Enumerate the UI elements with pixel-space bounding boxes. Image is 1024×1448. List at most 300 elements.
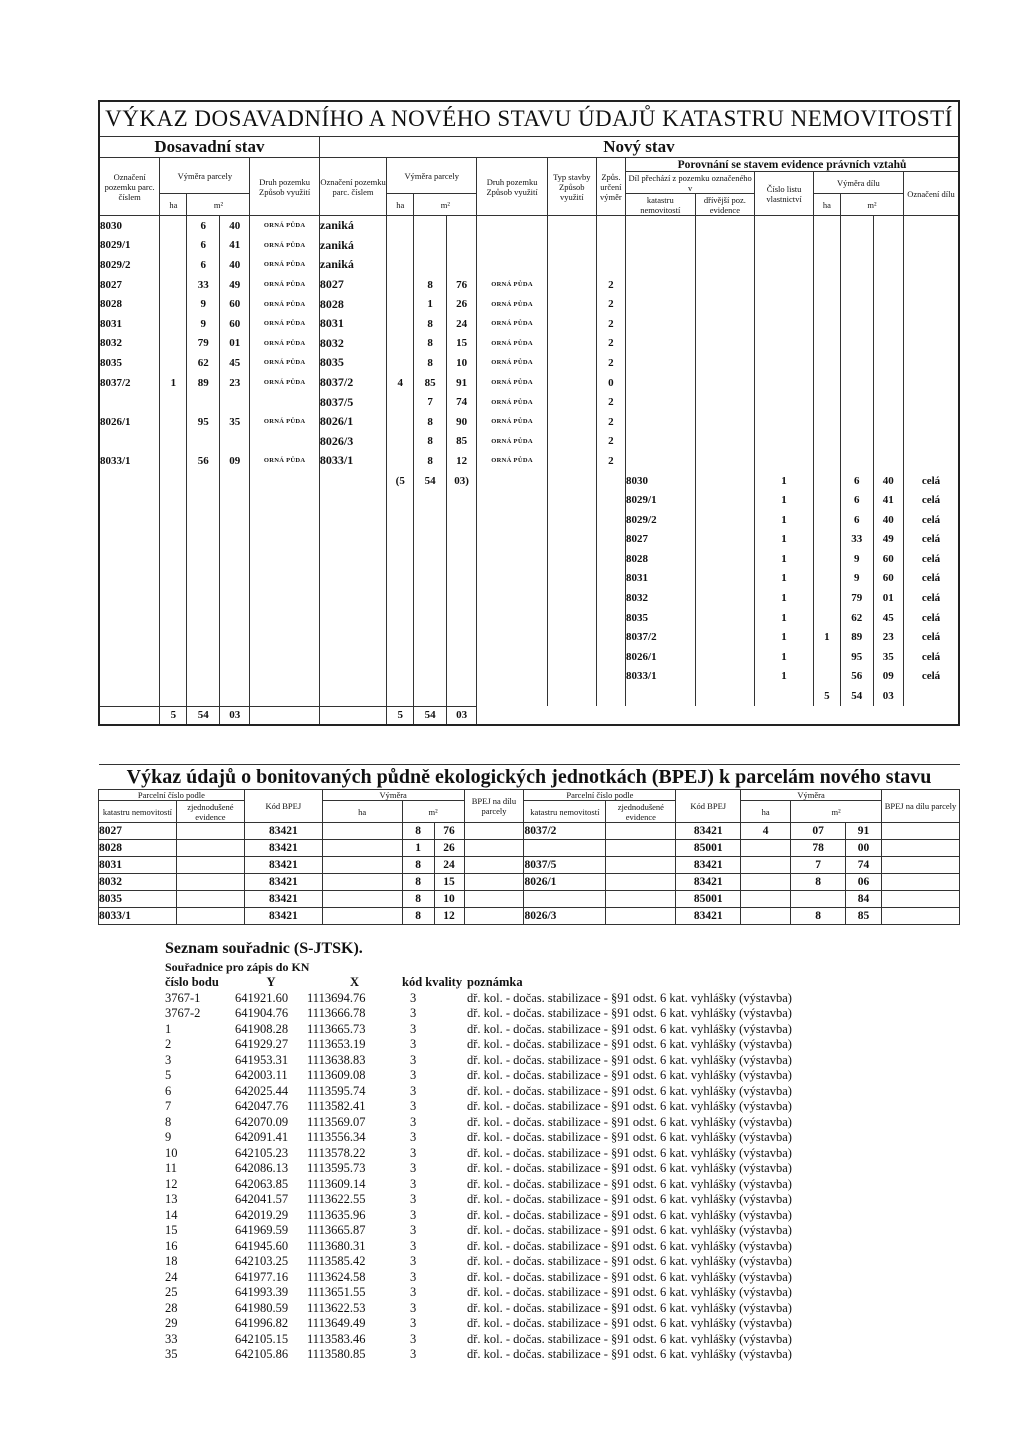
quality-code: 3 xyxy=(410,1037,417,1052)
old-m2b-cell: 60 xyxy=(220,294,250,314)
quality-code: 3 xyxy=(410,1052,417,1067)
point-note: dř. kol. - dočas. stabilizace - §91 odst. 6 kat. vyhlášky (výstavba) xyxy=(467,1269,792,1284)
empty-cell xyxy=(446,490,476,510)
new-parcel-cell: 8028 xyxy=(319,294,386,314)
comp-m2b-cell: 01 xyxy=(873,588,903,608)
new-m2a-cell: 85 xyxy=(414,373,447,393)
empty-cell xyxy=(250,686,319,706)
coord-x: 1113595.73 xyxy=(307,1161,366,1176)
empty-cell xyxy=(99,667,160,687)
old-parcel-cell: 8035 xyxy=(99,353,160,373)
comp-cadastre-cell: 8035 xyxy=(626,608,695,628)
empty-cell xyxy=(250,667,319,687)
quality-code: 3 xyxy=(410,1238,417,1253)
point-number: 16 xyxy=(165,1238,178,1253)
comp-m2b-cell: 49 xyxy=(873,530,903,550)
empty-cell xyxy=(626,432,695,452)
coord-x: 1113569.07 xyxy=(307,1114,366,1129)
bpej-parcel-header-left: Parcelní číslo podle xyxy=(99,790,245,801)
area-method-cell: 2 xyxy=(596,314,625,334)
empty-cell xyxy=(596,647,625,667)
old-m2b-cell: 09 xyxy=(220,451,250,471)
new-m2b-cell: 85 xyxy=(446,432,476,452)
empty-cell xyxy=(596,510,625,530)
area-method-cell xyxy=(596,216,625,236)
empty-cell xyxy=(626,216,695,236)
empty-cell xyxy=(596,627,625,647)
empty-cell xyxy=(813,432,840,452)
coord-x: 1113556.34 xyxy=(307,1130,366,1145)
old-parcel-cell: 8028 xyxy=(99,294,160,314)
point-note: dř. kol. - dočas. stabilizace - §91 odst. 6 kat. vyhlášky (výstavba) xyxy=(467,1052,792,1067)
empty-cell xyxy=(695,373,755,393)
comp-former-cell xyxy=(695,549,755,569)
empty-cell xyxy=(319,647,386,667)
empty-cell xyxy=(477,510,548,530)
empty-cell xyxy=(387,627,414,647)
empty-cell xyxy=(873,255,903,275)
old-ha-header: ha xyxy=(160,194,187,216)
empty-cell xyxy=(414,588,447,608)
coordinate-row xyxy=(165,1099,827,1115)
sum-new-m2b: 03 xyxy=(446,706,476,725)
bpej-right-simplified-cell xyxy=(606,857,676,874)
area-method-cell: 2 xyxy=(596,275,625,295)
new-total-cell: 54 xyxy=(414,471,447,491)
coord-y: 642047.76 xyxy=(235,1099,289,1114)
coordinate-row xyxy=(165,1223,827,1239)
empty-cell xyxy=(414,686,447,706)
quality-code: 3 xyxy=(410,1068,417,1083)
empty-cell xyxy=(446,686,476,706)
coord-y: 641996.82 xyxy=(235,1316,289,1331)
empty-cell xyxy=(446,569,476,589)
comp-ha-cell xyxy=(813,569,840,589)
old-parcel-cell: 8037/2 xyxy=(99,373,160,393)
coord-x: 1113622.53 xyxy=(307,1300,366,1315)
empty-cell xyxy=(596,490,625,510)
building-type-cell xyxy=(547,451,596,471)
empty-cell xyxy=(626,314,695,334)
empty-cell xyxy=(695,255,755,275)
old-ha-cell xyxy=(160,236,187,256)
old-parcel-cell: 8033/1 xyxy=(99,451,160,471)
quality-code: 3 xyxy=(410,1300,417,1315)
empty-cell xyxy=(547,588,596,608)
empty-cell xyxy=(319,549,386,569)
new-total-cell: 03) xyxy=(446,471,476,491)
coordinate-row xyxy=(165,1177,827,1193)
comp-former-cell xyxy=(695,490,755,510)
point-number: 33 xyxy=(165,1331,178,1346)
bpej-right-ha-cell xyxy=(741,840,791,857)
point-number: 9 xyxy=(165,1130,172,1145)
empty-cell xyxy=(319,530,386,550)
new-m2b-cell: 90 xyxy=(446,412,476,432)
cadastre-comparison-table xyxy=(98,100,960,726)
coordinate-row xyxy=(165,1037,827,1053)
new-parcel-cell: 8026/3 xyxy=(319,432,386,452)
cadastre-header: katastru nemovitostí xyxy=(626,194,695,216)
empty-cell xyxy=(841,255,874,275)
bpej-left-ha-cell xyxy=(322,857,402,874)
empty-cell xyxy=(187,549,220,569)
empty-cell xyxy=(755,255,814,275)
empty-cell xyxy=(250,627,319,647)
sum-new-m2a: 54 xyxy=(414,706,447,725)
empty-cell xyxy=(160,569,187,589)
empty-cell xyxy=(813,412,840,432)
new-m2a-cell xyxy=(414,216,447,236)
point-number: 25 xyxy=(165,1285,178,1300)
empty-cell xyxy=(873,236,903,256)
bpej-row xyxy=(99,857,960,874)
empty-cell xyxy=(813,275,840,295)
comp-part-cell: celá xyxy=(903,667,959,687)
empty-cell xyxy=(220,647,250,667)
new-m2b-cell: 74 xyxy=(446,392,476,412)
bpej-right-code-cell: 85001 xyxy=(676,840,741,857)
new-land-cell: ORNÁ PŮDA xyxy=(477,432,548,452)
coord-x: 1113622.55 xyxy=(307,1192,366,1207)
empty-cell xyxy=(755,275,814,295)
empty-cell xyxy=(160,667,187,687)
old-land-cell: ORNÁ PŮDA xyxy=(250,236,319,256)
coord-y: 642003.11 xyxy=(235,1068,288,1083)
coord-x: 1113609.14 xyxy=(307,1176,366,1191)
table-row xyxy=(99,451,959,471)
old-land-cell: ORNÁ PŮDA xyxy=(250,255,319,275)
comp-sheet-cell: 1 xyxy=(755,647,814,667)
new-land-cell: ORNÁ PŮDA xyxy=(477,373,548,393)
new-m2-header: m² xyxy=(414,194,477,216)
table-row xyxy=(99,471,959,491)
empty-cell xyxy=(319,490,386,510)
empty-cell xyxy=(695,275,755,295)
point-note: dř. kol. - dočas. stabilizace - §91 odst. 6 kat. vyhlášky (výstavba) xyxy=(467,1207,792,1222)
empty-cell xyxy=(903,314,959,334)
bpej-right-m2a-cell: 8 xyxy=(791,908,846,925)
empty-cell xyxy=(596,569,625,589)
bpej-row xyxy=(99,874,960,891)
old-land-cell: ORNÁ PŮDA xyxy=(250,353,319,373)
area-method-cell: 0 xyxy=(596,373,625,393)
new-land-cell xyxy=(477,236,548,256)
note-header: poznámka xyxy=(467,975,523,990)
old-parcel-cell: 8032 xyxy=(99,334,160,354)
coord-x: 1113665.87 xyxy=(307,1223,366,1238)
new-parcel-cell: 8033/1 xyxy=(319,451,386,471)
coord-x: 1113680.31 xyxy=(307,1238,366,1253)
comp-ha-cell xyxy=(813,490,840,510)
building-type-cell xyxy=(547,334,596,354)
sum-old-m2b: 03 xyxy=(220,706,250,725)
point-number: 35 xyxy=(165,1347,178,1362)
table-row xyxy=(99,490,959,510)
empty-cell xyxy=(547,490,596,510)
bpej-right-cadastre-cell: 8026/1 xyxy=(524,874,606,891)
comp-cadastre-cell: 8026/1 xyxy=(626,647,695,667)
empty-cell xyxy=(873,334,903,354)
comp-former-cell xyxy=(695,627,755,647)
empty-cell xyxy=(841,314,874,334)
empty-cell xyxy=(695,216,755,236)
coordinate-row xyxy=(165,1192,827,1208)
new-parcel-cell: 8037/5 xyxy=(319,392,386,412)
bpej-left-part-cell xyxy=(464,840,524,857)
empty-cell xyxy=(446,627,476,647)
empty-cell xyxy=(755,686,814,706)
empty-cell xyxy=(160,510,187,530)
point-number: 12 xyxy=(165,1176,178,1191)
new-land-cell xyxy=(477,255,548,275)
new-land-type-header: Druh pozemku Způsob využití xyxy=(477,158,548,216)
old-ha-cell xyxy=(160,451,187,471)
comp-part-cell: celá xyxy=(903,510,959,530)
bpej-code-header-right: Kód BPEJ xyxy=(676,790,741,823)
bpej-right-m2a-cell: 07 xyxy=(791,823,846,840)
empty-cell xyxy=(250,530,319,550)
empty-cell xyxy=(547,549,596,569)
old-ha-cell xyxy=(160,392,187,412)
sum-old-ha: 5 xyxy=(160,706,187,725)
comp-former-cell xyxy=(695,569,755,589)
comp-cadastre-cell: 8029/1 xyxy=(626,490,695,510)
comp-m2a-cell: 6 xyxy=(841,490,874,510)
coordinate-row xyxy=(165,1161,827,1177)
empty-cell xyxy=(250,569,319,589)
bpej-left-part-cell xyxy=(464,891,524,908)
empty-cell xyxy=(446,667,476,687)
new-ha-cell xyxy=(387,432,414,452)
quality-code: 3 xyxy=(410,1130,417,1145)
old-m2-header: m² xyxy=(187,194,250,216)
bpej-left-m2b-cell: 10 xyxy=(434,891,464,908)
table-row xyxy=(99,216,959,236)
point-number: 6 xyxy=(165,1083,172,1098)
comp-cadastre-cell: 8033/1 xyxy=(626,667,695,687)
bpej-part-header-left: BPEJ na dílu parcely xyxy=(464,790,524,823)
comp-m2b-cell: 09 xyxy=(873,667,903,687)
building-type-cell xyxy=(547,294,596,314)
new-m2a-cell: 1 xyxy=(414,294,447,314)
quality-code: 3 xyxy=(410,1269,417,1284)
empty-cell xyxy=(220,627,250,647)
table-row xyxy=(99,353,959,373)
bpej-right-code-cell: 85001 xyxy=(676,891,741,908)
empty-cell xyxy=(695,412,755,432)
table-row xyxy=(99,314,959,334)
bpej-left-m2a-cell: 8 xyxy=(402,874,434,891)
table-row xyxy=(99,392,959,412)
old-parcel-cell: 8026/1 xyxy=(99,412,160,432)
empty-cell xyxy=(99,608,160,628)
new-m2a-cell: 8 xyxy=(414,432,447,452)
empty-cell xyxy=(414,647,447,667)
old-m2a-cell xyxy=(187,392,220,412)
empty-cell xyxy=(160,588,187,608)
bpej-area-header-right: Výměra xyxy=(741,790,882,801)
area-method-cell: 2 xyxy=(596,412,625,432)
bpej-right-ha-cell: 4 xyxy=(741,823,791,840)
comp-sheet-cell: 1 xyxy=(755,627,814,647)
empty-cell xyxy=(841,353,874,373)
new-ha-cell xyxy=(387,216,414,236)
coordinates-table xyxy=(165,975,827,1363)
point-number: 28 xyxy=(165,1300,178,1315)
building-type-cell xyxy=(547,432,596,452)
bpej-right-m2b-cell: 74 xyxy=(846,857,882,874)
comp-m2a-cell: 95 xyxy=(841,647,874,667)
comp-m2a-cell: 6 xyxy=(841,471,874,491)
bpej-simplified-header-left: zjednodušené evidence xyxy=(176,801,244,823)
comp-ha-cell xyxy=(813,549,840,569)
old-m2b-cell: 23 xyxy=(220,373,250,393)
empty-cell xyxy=(695,353,755,373)
table-row xyxy=(99,667,959,687)
comp-m2b-cell: 45 xyxy=(873,608,903,628)
empty-cell xyxy=(160,686,187,706)
quality-code: 3 xyxy=(410,1099,417,1114)
new-m2b-cell xyxy=(446,236,476,256)
coord-x: 1113585.42 xyxy=(307,1254,366,1269)
empty-cell xyxy=(387,588,414,608)
coordinate-row xyxy=(165,1115,827,1131)
empty-cell xyxy=(414,667,447,687)
empty-cell xyxy=(387,667,414,687)
empty-cell xyxy=(626,451,695,471)
comp-sheet-cell: 1 xyxy=(755,510,814,530)
empty-cell xyxy=(220,471,250,491)
empty-cell xyxy=(755,432,814,452)
empty-cell xyxy=(755,216,814,236)
comp-cadastre-cell: 8027 xyxy=(626,530,695,550)
quality-code: 3 xyxy=(410,990,417,1005)
comp-sheet-cell: 1 xyxy=(755,549,814,569)
empty-cell xyxy=(813,236,840,256)
point-note: dř. kol. - dočas. stabilizace - §91 odst. 6 kat. vyhlášky (výstavba) xyxy=(467,1006,792,1021)
new-ha-cell xyxy=(387,236,414,256)
point-note: dř. kol. - dočas. stabilizace - §91 odst. 6 kat. vyhlášky (výstavba) xyxy=(467,1130,792,1145)
comp-m2b-cell: 41 xyxy=(873,490,903,510)
point-note: dř. kol. - dočas. stabilizace - §91 odst. 6 kat. vyhlášky (výstavba) xyxy=(467,1192,792,1207)
old-m2a-cell: 56 xyxy=(187,451,220,471)
point-number: 7 xyxy=(165,1099,172,1114)
point-note: dř. kol. - dočas. stabilizace - §91 odst. 6 kat. vyhlášky (výstavba) xyxy=(467,1021,792,1036)
new-land-cell xyxy=(477,216,548,236)
coord-y: 642105.86 xyxy=(235,1347,289,1362)
point-number: 18 xyxy=(165,1254,178,1269)
point-number: 10 xyxy=(165,1145,178,1160)
comp-former-cell xyxy=(695,647,755,667)
bpej-right-m2a-cell: 78 xyxy=(791,840,846,857)
empty-cell xyxy=(547,510,596,530)
bpej-right-m2b-cell: 06 xyxy=(846,874,882,891)
coordinate-row xyxy=(165,1146,827,1162)
old-m2b-cell: 40 xyxy=(220,216,250,236)
comp-total-m2b: 03 xyxy=(873,686,903,706)
area-method-cell: 2 xyxy=(596,334,625,354)
empty-cell xyxy=(626,412,695,432)
empty-cell xyxy=(903,412,959,432)
new-ha-cell xyxy=(387,275,414,295)
empty-cell xyxy=(626,686,695,706)
coord-y: 641908.28 xyxy=(235,1021,289,1036)
new-m2a-cell xyxy=(414,236,447,256)
coord-y: 641977.16 xyxy=(235,1269,289,1284)
point-number: 15 xyxy=(165,1223,178,1238)
old-ha-cell xyxy=(160,255,187,275)
coordinate-row xyxy=(165,1239,827,1255)
new-parcel-cell: zaniká xyxy=(319,236,386,256)
empty-cell xyxy=(841,275,874,295)
point-note: dř. kol. - dočas. stabilizace - §91 odst. 6 kat. vyhlášky (výstavba) xyxy=(467,1176,792,1191)
new-m2b-cell: 24 xyxy=(446,314,476,334)
old-parcel-cell xyxy=(99,432,160,452)
empty-cell xyxy=(873,275,903,295)
bpej-left-code-cell: 83421 xyxy=(244,874,322,891)
building-type-cell xyxy=(547,314,596,334)
coord-x: 1113653.19 xyxy=(307,1037,366,1052)
empty-cell xyxy=(903,334,959,354)
point-number: 13 xyxy=(165,1192,178,1207)
empty-cell xyxy=(873,432,903,452)
empty-cell xyxy=(813,373,840,393)
coord-y: 641969.59 xyxy=(235,1223,289,1238)
coord-y: 641921.60 xyxy=(235,990,289,1005)
point-note: dř. kol. - dočas. stabilizace - §91 odst. 6 kat. vyhlášky (výstavba) xyxy=(467,1145,792,1160)
area-method-cell: 2 xyxy=(596,432,625,452)
comp-sheet-cell: 1 xyxy=(755,588,814,608)
bpej-right-part-cell xyxy=(881,874,959,891)
comp-total-m2a: 54 xyxy=(841,686,874,706)
comp-sheet-cell: 1 xyxy=(755,471,814,491)
empty-cell xyxy=(695,236,755,256)
empty-cell xyxy=(695,451,755,471)
old-land-cell: ORNÁ PŮDA xyxy=(250,275,319,295)
bpej-right-cadastre-cell xyxy=(524,840,606,857)
bpej-ha-header-left: ha xyxy=(322,801,402,823)
new-total-cell: (5 xyxy=(387,471,414,491)
comp-ha-cell xyxy=(813,510,840,530)
old-parcel-header: Označení pozemku parc. číslem xyxy=(99,158,160,216)
area-method-cell: 2 xyxy=(596,353,625,373)
comp-cadastre-cell: 8032 xyxy=(626,588,695,608)
sum-new-ha: 5 xyxy=(387,706,414,725)
sum-old-m2a: 54 xyxy=(187,706,220,725)
coord-y: 642041.57 xyxy=(235,1192,289,1207)
new-m2a-cell: 7 xyxy=(414,392,447,412)
coordinate-row xyxy=(165,1332,827,1348)
quality-header: kód kvality xyxy=(402,975,463,990)
bpej-area-header-left: Výměra xyxy=(322,790,464,801)
coordinate-row xyxy=(165,1285,827,1301)
bpej-right-cadastre-cell: 8026/3 xyxy=(524,908,606,925)
old-parcel-cell: 8031 xyxy=(99,314,160,334)
empty-cell xyxy=(873,373,903,393)
old-m2a-cell: 33 xyxy=(187,275,220,295)
table-row xyxy=(99,236,959,256)
comp-m2b-cell: 60 xyxy=(873,569,903,589)
bpej-left-cadastre-cell: 8031 xyxy=(99,857,177,874)
y-header: Y xyxy=(266,975,276,990)
empty-cell xyxy=(903,686,959,706)
empty-cell xyxy=(626,334,695,354)
coord-x: 1113578.22 xyxy=(307,1145,366,1160)
coord-y: 642086.13 xyxy=(235,1161,289,1176)
comp-ha-cell xyxy=(813,667,840,687)
old-land-cell: ORNÁ PŮDA xyxy=(250,373,319,393)
